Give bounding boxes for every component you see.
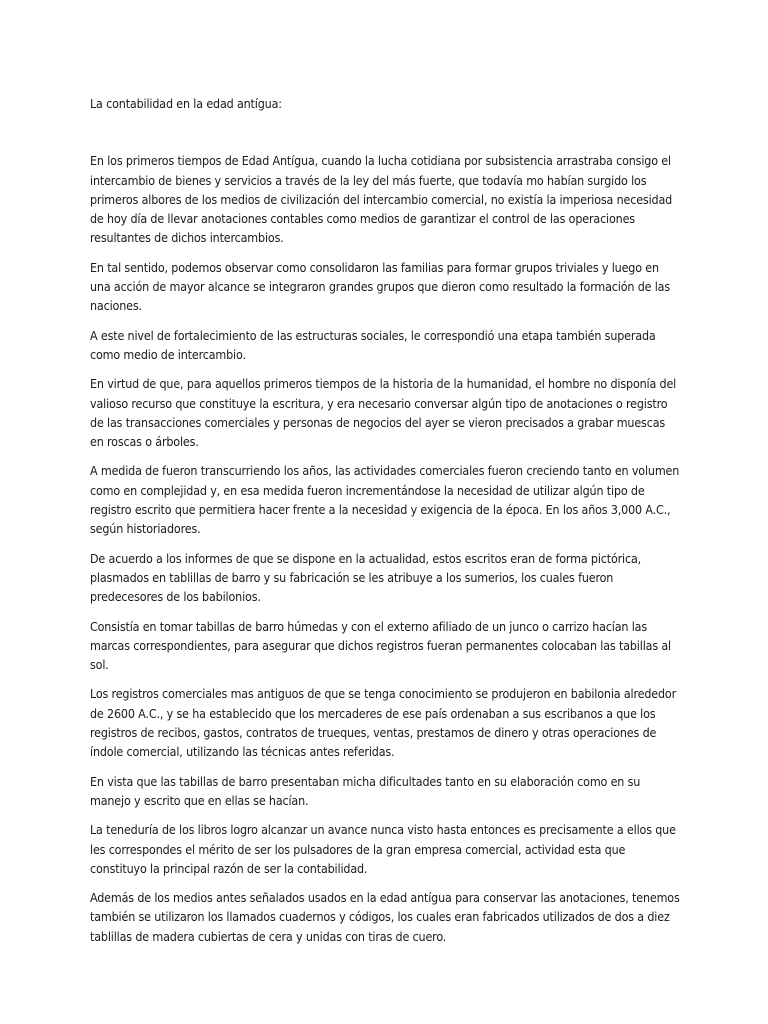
paragraph: En los primeros tiempos de Edad Antígua, cuando la lucha cotidiana por subsistencia arrastraba consigo el intercambio de bienes y servicios a través de la ley del más fuerte, que todavía mo habían surgido los primeros albores de los medios de civilización del intercambio comercial, no existía la imperiosa necesidad de hoy día de llevar anotaciones contables como medios de garantizar el control de las operaciones resultantes de dichos intercambios. xyxy=(90,153,673,246)
paragraph: En virtud de que, para aquellos primeros tiempos de la historia de la humanidad, el hombre no disponía del valioso recurso que constituye la escritura, y era necesario conversar algún tipo de anotaciones o registro de las transacciones comerciales y personas de negocios del ayer se vieron precisados a grabar muescas en roscas o árboles. xyxy=(90,376,677,450)
paragraph: A medida de fueron transcurriendo los años, las actividades comerciales fueron creciendo tanto en volumen como en complejidad y, en esa medida fueron incrementándose la necesidad de utilizar algún tipo de registro escrito que permitiera hacer frente a la necesidad y exigencia de la época. En los años 3,000 A.C., según historiadores. xyxy=(90,463,680,537)
paragraph: Consistía en tomar tabillas de barro húmedas y con el externo afiliado de un junco o carrizo hacían las marcas correspondientes, para asegurar que dichos registros fueran permanentes colocaban las tabillas al sol. xyxy=(90,618,672,673)
paragraph: La teneduría de los libros logro alcanzar un avance nunca visto hasta entonces es precisamente a ellos que les correspondes el mérito de ser los pulsadores de la gran empresa comercial, actividad esta que constituyo la principal razón de ser la contabilidad. xyxy=(90,822,676,876)
paragraph: De acuerdo a los informes de que se dispone en la actualidad, estos escritos eran de forma pictórica, plasmados en tablillas de barro y su fabricación se les atribuye a los sumerios, los cuales fueron predecesores de los babilonios. xyxy=(90,550,642,605)
paragraph: Los registros comerciales mas antiguos de que se tenga conocimiento se produjeron en babilonia alrededor de 2600 A.C., y se ha establecido que los mercaderes de ese país ordenaban a sus escribanos a que los registros de recibos, gastos, contratos de trueques, ventas, prestamos de dinero y otras operaciones de índole comercial, utilizando las técnicas antes referidas. xyxy=(90,686,677,760)
document-title: La contabilidad en la edad antígua: xyxy=(90,96,282,111)
paragraph: A este nivel de fortalecimiento de las estructuras sociales, le correspondió una etapa también superada como medio de intercambio. xyxy=(90,327,656,362)
paragraph: En tal sentido, podemos observar como consolidaron las familias para formar grupos triviales y luego en una acción de mayor alcance se integraron grandes grupos que dieron como resultado la formación de las naciones. xyxy=(90,259,671,314)
paragraph: Además de los medios antes señalados usados en la edad antígua para conservar las anotaciones, tenemos también se utilizaron los llamados cuadernos y códigos, los cuales eran fabricados utilizados de dos a diez tablillas de madera cubiertas de cera y unidas con tiras de cuero. xyxy=(90,890,680,944)
paragraph: En vista que las tabillas de barro presentaban micha dificultades tanto en su elaboración como en su manejo y escrito que en ellas se hacían. xyxy=(90,773,641,808)
document-page xyxy=(90,94,680,956)
